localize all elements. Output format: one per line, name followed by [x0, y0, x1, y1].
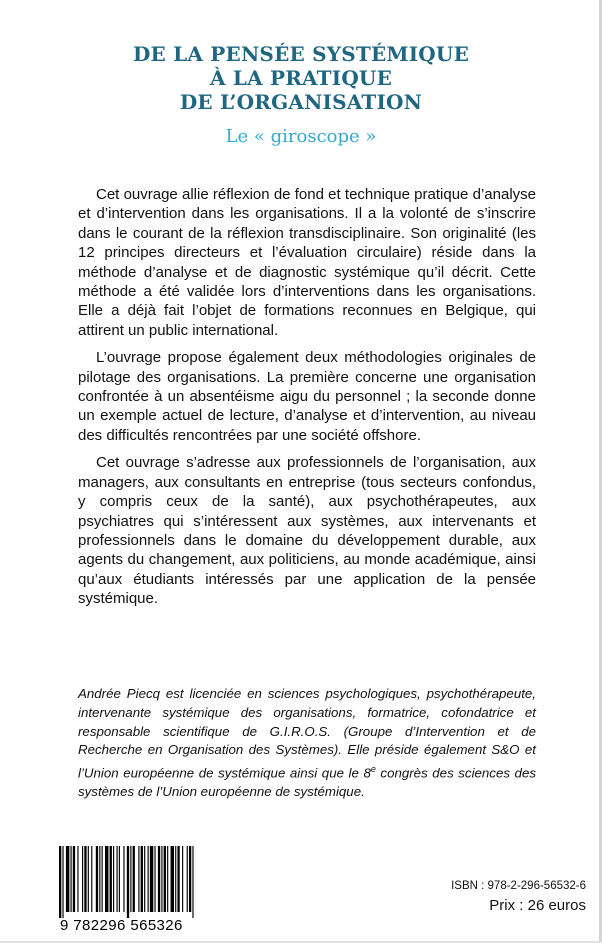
barcode-bar	[150, 846, 153, 912]
barcode-bar	[182, 846, 183, 912]
book-title	[60, 42, 542, 114]
barcode-bar	[148, 846, 149, 912]
barcode-bar	[138, 846, 139, 912]
barcode-bar	[164, 846, 166, 912]
barcode-digits: 9 782296 565326	[60, 917, 183, 934]
barcode-bar	[167, 846, 168, 912]
book-subtitle: Le « giroscope »	[225, 126, 377, 147]
barcode-icon	[57, 846, 197, 924]
isbn-number: ISBN : 978-2-296-56532-6	[451, 880, 586, 892]
price-label: Prix : 26 euros	[489, 897, 586, 914]
barcode-bar	[91, 846, 92, 912]
barcode-bar	[154, 846, 155, 912]
title-line-3: DE L’ORGANISATION	[179, 90, 423, 114]
barcode-bar	[192, 846, 193, 918]
barcode-bar	[187, 846, 188, 912]
barcode-bar	[62, 846, 63, 918]
summary-paragraph-3: Cet ouvrage s’adresse aux professionnels de l’organisation, aux managers, aux consultants en entreprise (tous secteurs confondus, y compris ceux de la santé), aux psychothérapeutes, aux psychiatres qui s’intéressent aux systèmes, aux intervenants et professionnels dans le domaine du développement durable, aux agents du changement, aux politiciens, au monde académique, ainsi qu’aux étudiants intéressés par une application de la pensée systémique.	[78, 454, 536, 608]
bio-superscript: e	[370, 764, 376, 775]
author-bio	[78, 685, 536, 802]
title-line-2: À LA PRATIQUE	[209, 66, 393, 90]
barcode-bar	[110, 846, 112, 912]
barcode-bars	[57, 846, 197, 918]
barcode-bar	[161, 846, 162, 912]
barcode-bar	[77, 846, 78, 912]
barcode-bar	[66, 846, 69, 912]
title-line-1: DE LA PENSÉE SYSTÉMIQUE	[132, 42, 470, 66]
barcode-bar	[82, 846, 83, 912]
bio-text-part-1: Andrée Piecq est licenciée en sciences psychologiques, psychothérapeute, intervenante systémique des organisations, formatrice, cofondatrice et responsable scientifique de G.I.R.O.S. (Groupe d’Intervention et de Recherche en Organisation des Systèmes). Elle préside également S&O et l’Union européenne de systémique ainsi que le 8	[78, 686, 536, 781]
barcode-bar	[177, 846, 179, 912]
barcode-bar	[84, 846, 86, 912]
barcode-bar	[141, 846, 143, 912]
barcode-bar	[59, 846, 61, 918]
barcode-bar	[113, 846, 114, 912]
barcode-bar	[175, 846, 176, 912]
summary-paragraph-1: Cet ouvrage allie réflexion de fond et technique pratique d’analyse et d’intervention dans les organisations. Il a la volonté de s’inscrire dans le courant de la réflexion transdisciplinaire. Son originalité (les 12 principes directeurs et l’évaluation circulaire) réside dans la méthode d’analyse et de diagnostic systémique qu’il décrit. Cette méthode a été validée lors d’interventions dans les organisations. Elle a déjà fait l’objet de formations reconnues en Belgique, qui attirent un public international.	[78, 186, 536, 339]
bio-text-part-2: congrès des sciences des systèmes de l’Union européenne de systémique.	[78, 765, 536, 800]
summary-paragraph-2: L’ouvrage propose également deux méthodologies originales de pilotage des organisations. La première concerne une organisation confrontée à un absentéisme aigu du personnel ; la seconde donne un exemple actuel de lecture, d’analyse et d’intervention, au niveau des difficultés rencontrées par une société offshore.	[78, 349, 536, 444]
barcode-bar	[123, 846, 124, 912]
barcode-bar	[133, 846, 135, 912]
barcode-bar	[105, 846, 108, 912]
barcode-bar	[119, 846, 120, 912]
barcode-bar	[102, 846, 103, 912]
barcode-bar	[117, 846, 118, 912]
barcode-bar	[130, 846, 131, 912]
barcode-bar	[189, 846, 191, 912]
barcode-bar	[144, 846, 145, 912]
barcode-bar	[158, 846, 160, 912]
barcode-bar	[71, 846, 72, 912]
book-summary	[78, 185, 536, 617]
barcode-bar	[127, 846, 129, 918]
barcode-bar	[99, 846, 100, 912]
barcode-bar	[171, 846, 174, 912]
barcode-bar	[73, 846, 75, 912]
barcode-bar	[88, 846, 89, 912]
barcode-bar	[96, 846, 98, 912]
